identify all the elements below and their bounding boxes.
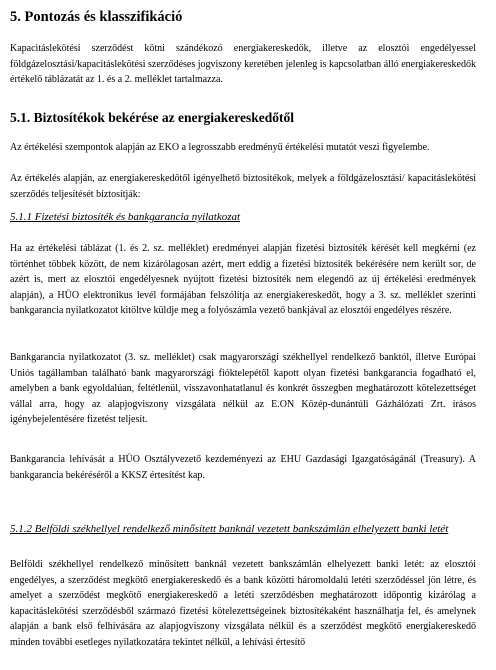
section-5-1-2-heading xyxy=(10,521,476,537)
section-5-1-1-paragraph-2: Bankgarancia nyilatkozatot (3. sz. melléklet) csak magyarországi székhellyel rendelkező banktól, illetve Európai Uniós tagállamban található bank magyarországi fióktelepétől kapott olyan fizetési bankgarancia fogadható el, amelyben a bank egyoldalúan, feltétlenül, visszavonhatatlanul és konkrét összegben meghatározott kötelezettséget vállal arra, hogy az alapjogviszony vizsgálata nélkül az E.ON Közép-dunántúli Gázhálózati Zrt. írásos igénybejelentésére fizetést teljesít. xyxy=(10,352,476,426)
section-5-1-paragraph-2: Az értékelés alapján, az energiakereskedőtől igényelhető biztosítékok, melyek a földgázelosztási/ kapacitáslekötési szerződés teljesítését biztosítják: xyxy=(10,173,476,200)
section-5-1-heading: 5.1. Biztosítékok bekérése az energiakereskedőtől xyxy=(10,110,294,125)
section-5-heading: 5. Pontozás és klasszifikáció xyxy=(10,9,183,25)
section-5-1-2-paragraph-1: Belföldi székhellyel rendelkező minősített banknál vezetett bankszámlán elhelyezett banki letét: az elosztói engedélyes, a szerződést megkötő energiakereskedő és a bank közötti háromoldalú letéti szerződéssel jön létre, és amelyet a szerződést megkötő energiakereskedő a letéti szerződésben meghatározott időpontig kizárólag a kapacitáslekötési szerződésből származó fizetési kötelezettségeinek biztosítékaként használhatja fel, és amelynek alapján a bank első felhívására az alapjogviszony vizsgálata nélkül és a szerződést megkötő energiakereskedő minden további esetleges nyilatkozatára tekintet nélkül, a lehívási értesítő xyxy=(10,559,476,648)
section-5-1-1-heading-text: 5.1.1 Fizetési biztosíték és bankgarancia nyilatkozat xyxy=(10,211,241,223)
section-5-1-1-heading xyxy=(10,209,476,225)
section-5-1-2-heading-text: 5.1.2 Belföldi székhellyel rendelkező minősített banknál vezetett bankszámlán elhelyezett banki letét xyxy=(10,523,449,535)
section-5-1-1-paragraph-3: Bankgarancia lehívását a HÜO Osztályvezető kezdeményezi az EHU Gazdasági Igazgatóságánál (Treasury). A bankgarancia bekéréséről a KKSZ értesítést kap. xyxy=(10,454,476,481)
section-5-1-paragraph-1: Az értékelési szempontok alapján az EKO a legrosszabb eredményű értékelési mutatót veszi figyelembe. xyxy=(10,142,430,153)
section-5-1-1-paragraph-1: Ha az értékelési táblázat (1. és 2. sz. melléklet) eredményei alapján fizetési biztosíték kérését kell megkérni (ez történhet többek között, de nem kizárólagosan azért, mert eddig a fizetési biztosíték bekérésére nem került sor, de azért is, mert az elosztói engedélyesnek nyújtott fizetési biztosíték nem elegendő az új értékelési eredmények alapján), a HÜO elektronikus levél formájában felszólítja az energiakereskedőt, hogy a 3. sz. melléklet szerinti bankgarancia nyilatkozatot kitöltve küldje meg a folyószámla vezető bankjával az elosztói engedélyes részére. xyxy=(10,243,476,317)
section-5-intro: Kapacitáslekötési szerződést kötni szándékozó energiakereskedők, illetve az elosztói engedélyessel földgázelosztási/kapacitáslekötési szerződéses jogviszony keretében jelenleg is kapcsolatban álló energiakereskedők értékelő táblázatát az 1. és a 2. melléklet tartalmazza. xyxy=(10,43,476,86)
